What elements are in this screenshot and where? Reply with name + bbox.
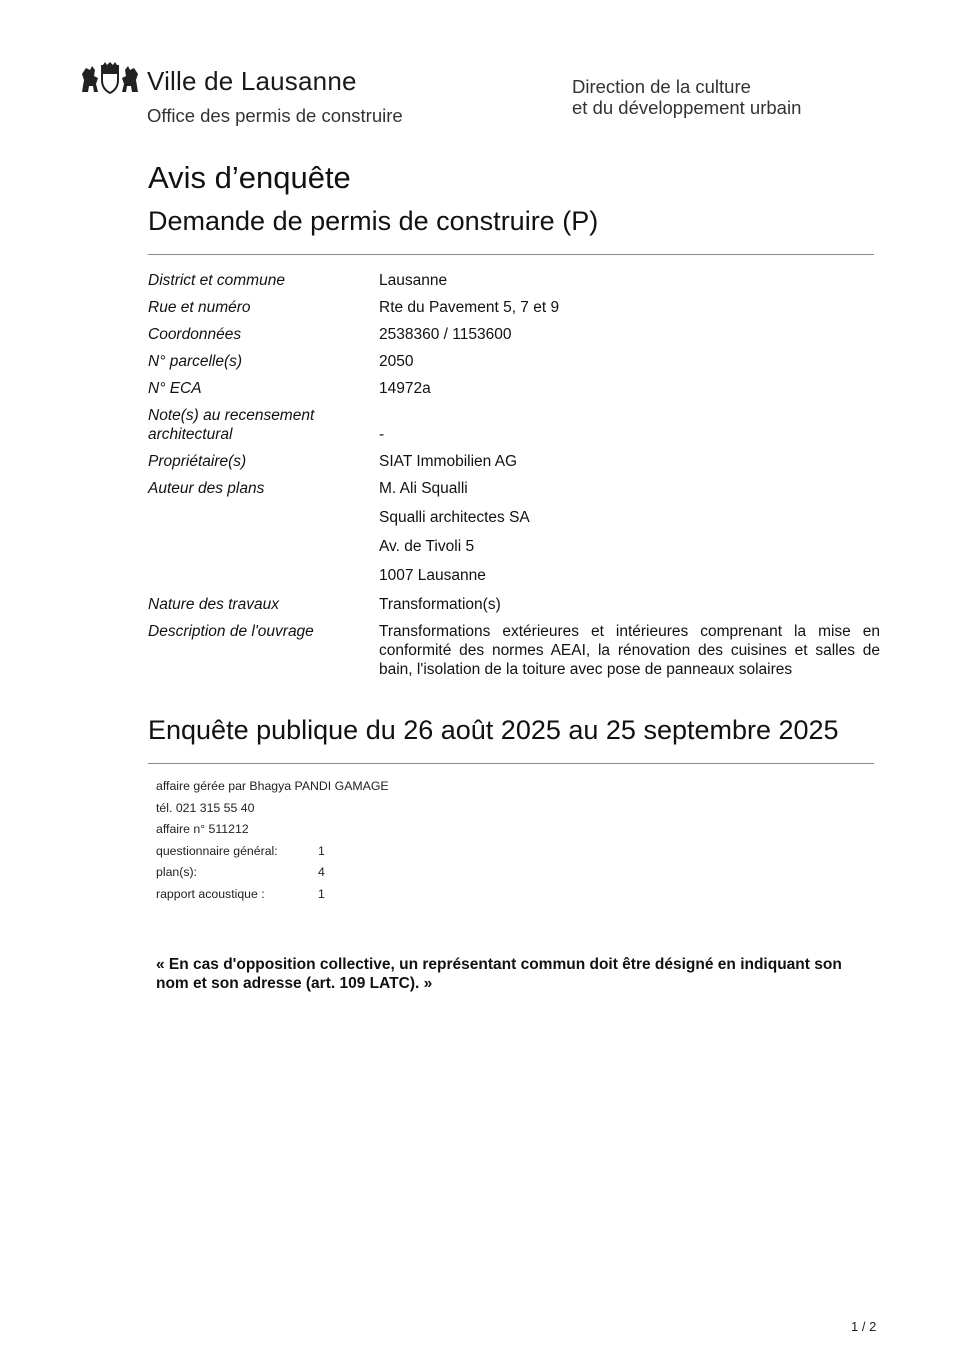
enquiry-period-title: Enquête publique du 26 août 2025 au 25 septembre 2025 xyxy=(148,715,839,745)
document-count-row xyxy=(156,884,389,906)
document-count-row xyxy=(156,862,389,884)
author-line: 1007 Lausanne xyxy=(379,567,486,584)
author-line: Av. de Tivoli 5 xyxy=(379,538,475,555)
document-count: 1 xyxy=(318,886,325,901)
direction-line-2: et du développement urbain xyxy=(572,97,802,118)
detail-label: Note(s) au recensement architectural xyxy=(148,407,315,443)
detail-label: Coordonnées xyxy=(148,326,242,343)
document-label: rapport acoustique : xyxy=(156,886,265,901)
document-count: 4 xyxy=(318,865,325,879)
detail-value: 14972a xyxy=(379,380,431,397)
detail-row-description xyxy=(148,620,880,679)
document-count: 1 xyxy=(318,843,325,858)
detail-row-parcel xyxy=(148,350,880,377)
page-number: 1 / 2 xyxy=(851,1319,877,1334)
organization-name: Ville de Lausanne xyxy=(147,66,357,96)
document-count-row xyxy=(156,841,389,863)
detail-value: Transformations extérieures et intérieures comprenant la mise en conformité des normes AEAI, la rénovation des cuisines et salles de bain, l'isolation de la toiture avec pose de panneaux solaires xyxy=(379,623,880,678)
detail-value: Transformation(s) xyxy=(379,596,501,613)
detail-value: 2538360 / 1153600 xyxy=(379,326,512,343)
detail-label: N° ECA xyxy=(148,380,202,397)
city-coat-of-arms-icon xyxy=(80,62,140,94)
enquiry-divider xyxy=(148,763,874,764)
detail-row-census-note xyxy=(148,404,880,450)
detail-value: SIAT Immobilien AG xyxy=(379,453,518,470)
title-divider xyxy=(148,254,874,255)
document-subtitle: Demande de permis de construire (P) xyxy=(148,206,599,236)
detail-label: Description de l'ouvrage xyxy=(148,623,314,640)
detail-row-coordinates xyxy=(148,323,880,350)
detail-row-owner xyxy=(148,450,880,477)
detail-label: Propriétaire(s) xyxy=(148,453,247,470)
detail-value: Lausanne xyxy=(379,272,448,289)
case-number: affaire n° 511212 xyxy=(156,822,249,836)
case-phone: tél. 021 315 55 40 xyxy=(156,800,255,815)
detail-row-author xyxy=(148,477,880,593)
permit-details xyxy=(148,269,880,679)
direction-name xyxy=(572,76,801,118)
detail-label: District et commune xyxy=(148,272,285,289)
detail-label: Nature des travaux xyxy=(148,596,279,613)
detail-label: N° parcelle(s) xyxy=(148,353,243,370)
detail-label: Auteur des plans xyxy=(148,480,265,497)
document-title: Avis d’enquête xyxy=(148,160,351,195)
document-label: plan(s): xyxy=(156,865,198,879)
case-info xyxy=(156,776,389,905)
detail-row-nature xyxy=(148,593,880,620)
direction-line-1: Direction de la culture xyxy=(572,76,751,97)
document-label: questionnaire général: xyxy=(156,843,278,858)
detail-label: Rue et numéro xyxy=(148,299,251,316)
collective-opposition-notice: « En cas d'opposition collective, un représentant commun doit être désigné en indiquant son nom et son adresse (art. 109 LATC). » xyxy=(156,956,842,992)
case-manager: affaire gérée par Bhagya PANDI GAMAGE xyxy=(156,779,389,793)
detail-value: Rte du Pavement 5, 7 et 9 xyxy=(379,299,560,316)
detail-row-district xyxy=(148,269,880,296)
office-name: Office des permis de construire xyxy=(147,105,403,126)
detail-value: 2050 xyxy=(379,353,414,370)
detail-value: - xyxy=(379,426,385,443)
author-line: M. Ali Squalli xyxy=(379,480,468,497)
author-line: Squalli architectes SA xyxy=(379,509,530,526)
detail-row-eca xyxy=(148,377,880,404)
detail-row-street xyxy=(148,296,880,323)
